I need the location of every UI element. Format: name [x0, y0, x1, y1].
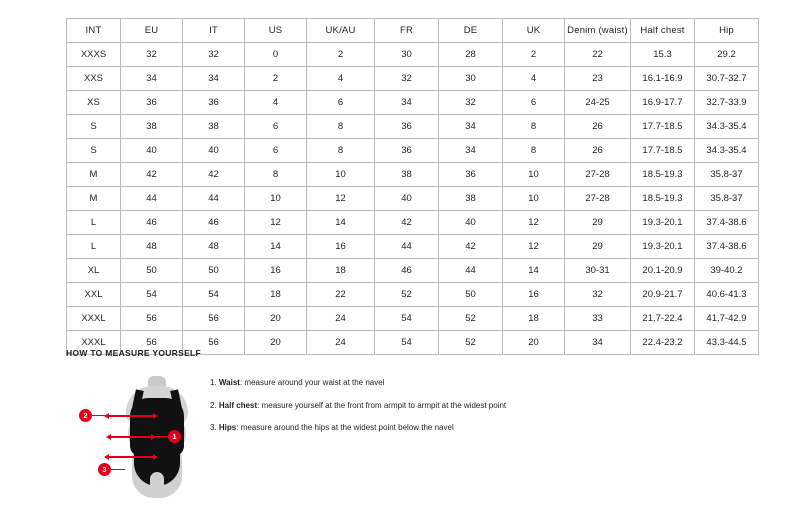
cell: 44 — [375, 235, 439, 259]
hips-measure-arrow-icon — [108, 456, 154, 458]
cell: 52 — [375, 283, 439, 307]
cell: 40.6-41.3 — [695, 283, 759, 307]
cell: 30.7-32.7 — [695, 67, 759, 91]
cell: M — [67, 187, 121, 211]
cell: 37.4-38.6 — [695, 235, 759, 259]
cell: 16 — [503, 283, 565, 307]
measure-note-number: 2. — [210, 400, 217, 410]
cell: 8 — [307, 139, 375, 163]
cell: 56 — [121, 307, 183, 331]
measure-note-term: Waist — [218, 378, 240, 387]
cell: 6 — [245, 115, 307, 139]
cell: 18 — [503, 307, 565, 331]
cell: 46 — [183, 211, 245, 235]
cell: 24 — [307, 331, 375, 355]
cell: 15.3 — [631, 43, 695, 67]
cell: 36 — [375, 115, 439, 139]
table-row — [67, 259, 759, 283]
cell: XXXL — [67, 307, 121, 331]
cell: 30 — [375, 43, 439, 67]
cell: 10 — [245, 187, 307, 211]
cell: 34 — [121, 67, 183, 91]
cell: XXS — [67, 67, 121, 91]
cell: 24-25 — [565, 91, 631, 115]
cell: 10 — [307, 163, 375, 187]
column-header: FR — [375, 19, 439, 43]
cell: 2 — [245, 67, 307, 91]
cell: 20 — [245, 331, 307, 355]
table-row — [67, 211, 759, 235]
cell: S — [67, 115, 121, 139]
cell: 12 — [245, 211, 307, 235]
measure-note-half-chest — [210, 401, 506, 411]
column-header: UK/AU — [307, 19, 375, 43]
cell: 18 — [307, 259, 375, 283]
cell: 16.9-17.7 — [631, 91, 695, 115]
cell: 50 — [121, 259, 183, 283]
table-row — [67, 235, 759, 259]
measure-notes-list — [210, 368, 506, 446]
cell: 8 — [503, 115, 565, 139]
badge-2-half-chest: 2 — [79, 409, 92, 422]
badge-1-waist: 1 — [168, 430, 181, 443]
mannequin-leg-gap — [150, 472, 164, 490]
cell: 20 — [503, 331, 565, 355]
cell: 33 — [565, 307, 631, 331]
measure-note-text: : measure around your waist at the navel — [239, 378, 385, 387]
cell: 44 — [183, 187, 245, 211]
cell: 14 — [245, 235, 307, 259]
column-header: DE — [439, 19, 503, 43]
cell: 21.7-22.4 — [631, 307, 695, 331]
table-row — [67, 91, 759, 115]
cell: 42 — [183, 163, 245, 187]
cell: 41.7-42.9 — [695, 307, 759, 331]
cell: 52 — [439, 307, 503, 331]
table-row — [67, 163, 759, 187]
measure-note-waist — [210, 378, 506, 388]
cell: 4 — [503, 67, 565, 91]
cell: 48 — [121, 235, 183, 259]
cell: 12 — [503, 211, 565, 235]
cell: 16 — [307, 235, 375, 259]
cell: 32 — [439, 91, 503, 115]
cell: 36 — [375, 139, 439, 163]
measure-note-term: Hips — [218, 423, 237, 433]
cell: 32 — [565, 283, 631, 307]
column-header: Half chest — [631, 19, 695, 43]
cell: 34 — [375, 91, 439, 115]
cell: 40 — [121, 139, 183, 163]
measure-note-text: : measure around the hips at the widest point below the navel — [236, 423, 454, 433]
cell: 38 — [375, 163, 439, 187]
measure-note-text: : measure yourself at the front from armpit to armpit at the widest point — [257, 400, 507, 410]
cell: 16 — [245, 259, 307, 283]
cell: 56 — [183, 307, 245, 331]
table-header-row — [67, 19, 759, 43]
cell: 39-40.2 — [695, 259, 759, 283]
cell: 50 — [183, 259, 245, 283]
cell: 17.7-18.5 — [631, 139, 695, 163]
table-row — [67, 187, 759, 211]
measure-note-number: 3. — [210, 423, 217, 433]
badge-3-hips: 3 — [98, 463, 111, 476]
half-chest-measure-arrow-icon — [108, 415, 154, 417]
cell: 8 — [245, 163, 307, 187]
cell: 54 — [375, 307, 439, 331]
cell: 10 — [503, 163, 565, 187]
cell: 4 — [245, 91, 307, 115]
table-row — [67, 283, 759, 307]
cell: 10 — [503, 187, 565, 211]
column-header: US — [245, 19, 307, 43]
cell: 32 — [375, 67, 439, 91]
cell: 34 — [439, 139, 503, 163]
how-to-measure-section — [66, 348, 746, 508]
column-header: IT — [183, 19, 245, 43]
cell: 29 — [565, 211, 631, 235]
cell: 29.2 — [695, 43, 759, 67]
table-row — [67, 115, 759, 139]
cell: 32 — [183, 43, 245, 67]
cell: 12 — [503, 235, 565, 259]
cell: 17.7-18.5 — [631, 115, 695, 139]
table-row — [67, 43, 759, 67]
cell: 27-28 — [565, 163, 631, 187]
cell: 38 — [439, 187, 503, 211]
cell: L — [67, 235, 121, 259]
cell: 18.5-19.3 — [631, 163, 695, 187]
cell: 30 — [439, 67, 503, 91]
cell: 56 — [121, 331, 183, 355]
garment-top — [130, 398, 184, 456]
cell: 54 — [121, 283, 183, 307]
how-to-measure-title: HOW TO MEASURE YOURSELF — [66, 348, 202, 358]
cell: 43.3-44.5 — [695, 331, 759, 355]
cell: 36 — [439, 163, 503, 187]
waist-measure-arrow-icon — [110, 436, 152, 438]
cell: 0 — [245, 43, 307, 67]
cell: L — [67, 211, 121, 235]
cell: 46 — [375, 259, 439, 283]
cell: 14 — [307, 211, 375, 235]
cell: 40 — [375, 187, 439, 211]
cell: 6 — [245, 139, 307, 163]
cell: 23 — [565, 67, 631, 91]
cell: XL — [67, 259, 121, 283]
badge-3-leader-line — [111, 469, 125, 470]
cell: 16.1-16.9 — [631, 67, 695, 91]
table-row — [67, 307, 759, 331]
how-to-measure-body — [66, 368, 746, 508]
table-row — [67, 67, 759, 91]
cell: 34.3-35.4 — [695, 115, 759, 139]
cell: 32 — [121, 43, 183, 67]
cell: XXXS — [67, 43, 121, 67]
measure-note-number: 1. — [210, 378, 217, 387]
cell: 12 — [307, 187, 375, 211]
column-header: Hip — [695, 19, 759, 43]
cell: 46 — [121, 211, 183, 235]
cell: 44 — [439, 259, 503, 283]
cell: 22 — [307, 283, 375, 307]
cell: 6 — [307, 91, 375, 115]
cell: XXXL — [67, 331, 121, 355]
cell: 24 — [307, 307, 375, 331]
cell: M — [67, 163, 121, 187]
cell: 36 — [121, 91, 183, 115]
cell: 28 — [439, 43, 503, 67]
cell: 44 — [121, 187, 183, 211]
badge-2-leader-line — [92, 415, 108, 416]
cell: 18 — [245, 283, 307, 307]
cell: 38 — [121, 115, 183, 139]
cell: S — [67, 139, 121, 163]
cell: 22 — [565, 43, 631, 67]
measure-note-term: Half chest — [218, 400, 258, 410]
table-row — [67, 139, 759, 163]
cell: 2 — [307, 43, 375, 67]
cell: 20 — [245, 307, 307, 331]
cell: 20.1-20.9 — [631, 259, 695, 283]
cell: XS — [67, 91, 121, 115]
cell: 38 — [183, 115, 245, 139]
cell: 19.3-20.1 — [631, 235, 695, 259]
size-chart-table-wrapper — [66, 18, 747, 355]
size-chart-table — [66, 18, 759, 355]
column-header: INT — [67, 19, 121, 43]
cell: 34 — [183, 67, 245, 91]
cell: 22.4-23.2 — [631, 331, 695, 355]
cell: 35.8-37 — [695, 163, 759, 187]
cell: 26 — [565, 115, 631, 139]
cell: 8 — [307, 115, 375, 139]
cell: 50 — [439, 283, 503, 307]
cell: 42 — [375, 211, 439, 235]
cell: 40 — [183, 139, 245, 163]
cell: 40 — [439, 211, 503, 235]
cell: 52 — [439, 331, 503, 355]
cell: 42 — [439, 235, 503, 259]
cell: 14 — [503, 259, 565, 283]
cell: 37.4-38.6 — [695, 211, 759, 235]
cell: 8 — [503, 139, 565, 163]
measure-note-hips — [210, 423, 506, 433]
cell: 32.7-33.9 — [695, 91, 759, 115]
cell: 29 — [565, 235, 631, 259]
cell: 35.8-37 — [695, 187, 759, 211]
cell: 34 — [439, 115, 503, 139]
cell: 34 — [565, 331, 631, 355]
cell: 2 — [503, 43, 565, 67]
cell: 18.5-19.3 — [631, 187, 695, 211]
cell: 20.9-21.7 — [631, 283, 695, 307]
cell: 54 — [375, 331, 439, 355]
column-header: EU — [121, 19, 183, 43]
mannequin-illustration — [78, 368, 188, 508]
cell: 30-31 — [565, 259, 631, 283]
cell: 48 — [183, 235, 245, 259]
cell: 4 — [307, 67, 375, 91]
cell: 26 — [565, 139, 631, 163]
cell: 36 — [183, 91, 245, 115]
cell: 54 — [183, 283, 245, 307]
cell: 19.3-20.1 — [631, 211, 695, 235]
column-header: UK — [503, 19, 565, 43]
cell: XXL — [67, 283, 121, 307]
cell: 56 — [183, 331, 245, 355]
cell: 27-28 — [565, 187, 631, 211]
cell: 6 — [503, 91, 565, 115]
cell: 34.3-35.4 — [695, 139, 759, 163]
cell: 42 — [121, 163, 183, 187]
column-header: Denim (waist) — [565, 19, 631, 43]
